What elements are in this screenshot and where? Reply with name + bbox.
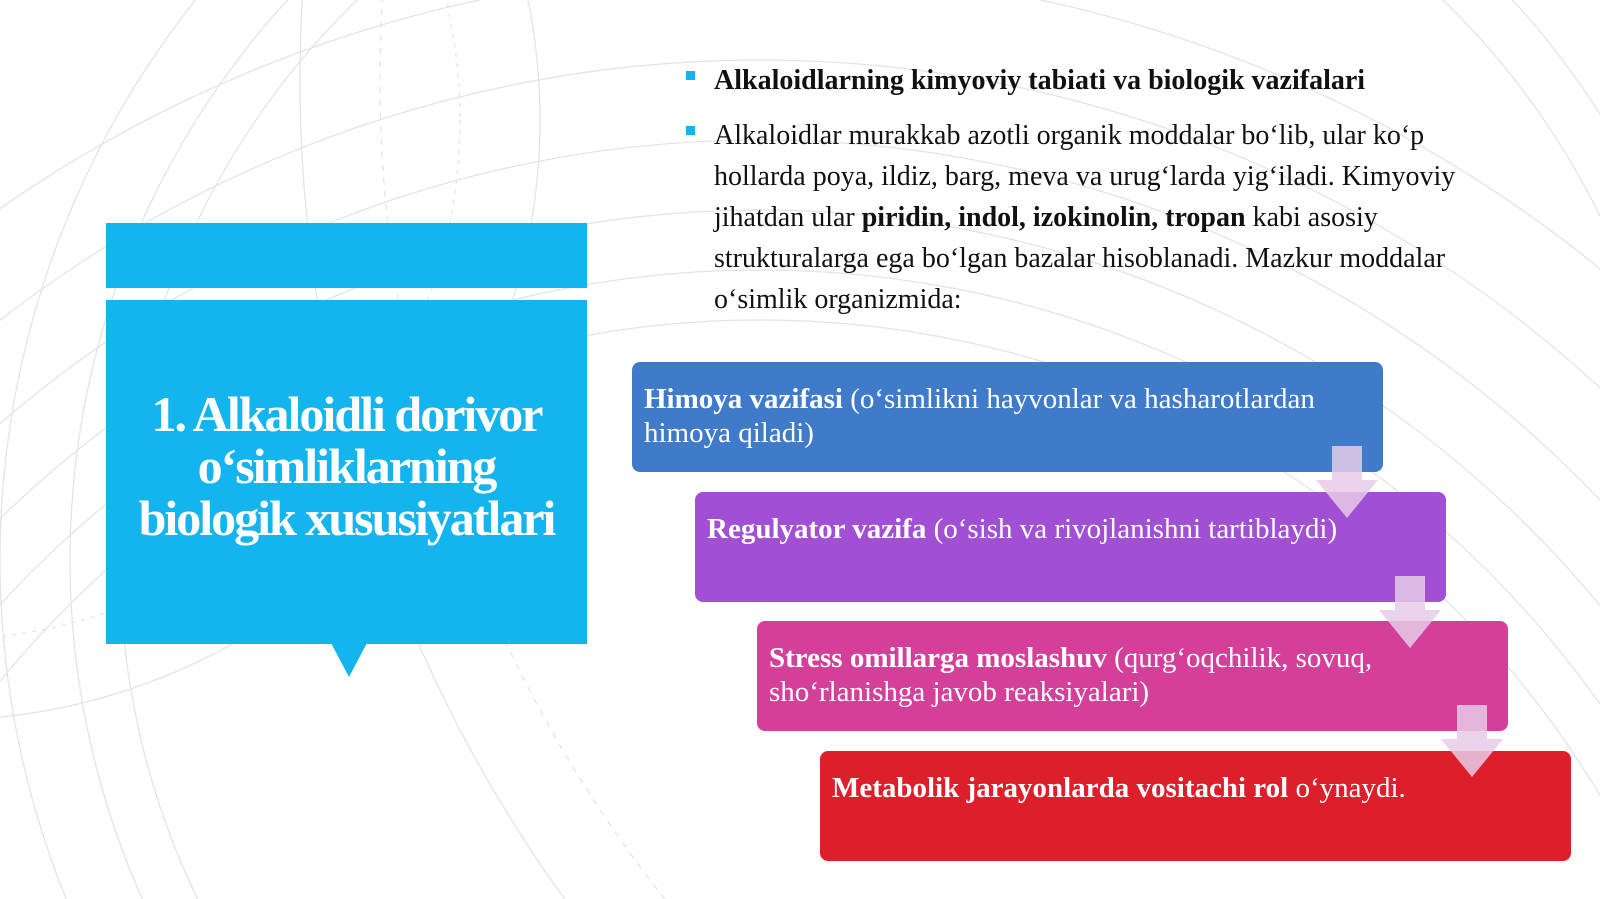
bullet-square-icon xyxy=(686,126,695,135)
bullet-heading xyxy=(686,60,1506,101)
step-detail: (o‘sish va rivojlanishni tartiblaydi) xyxy=(926,513,1338,545)
bullet-text-bold: piridin, indol, izokinolin, tropan xyxy=(861,202,1246,233)
bullet-text-before: Alkaloidlar murakkab azotli organik moddalar bo‘lib, ular ko‘p hollarda poya, ildiz, barg, meva va urug‘larda yig‘iladi. Kimyoviy jihatdan ular xyxy=(714,120,1456,233)
title-box-pointer xyxy=(331,643,367,677)
bullet-list xyxy=(686,60,1506,320)
step-title: Himoya vazifasi xyxy=(644,383,843,415)
bullet-square-icon xyxy=(686,71,695,80)
bullet-heading-text: Alkaloidlarning kimyoviy tabiati va biologik vazifalari xyxy=(714,65,1366,96)
bullet-description xyxy=(686,115,1506,320)
step-detail: (qurg‘oqchilik, sovuq, sho‘rlanishga javob reaksiyalari) xyxy=(769,642,1373,708)
down-arrow-icon xyxy=(1441,705,1503,777)
down-arrow-icon xyxy=(1379,576,1441,648)
step-title: Regulyator vazifa xyxy=(707,513,927,545)
step-title: Stress omillarga moslashuv xyxy=(769,642,1107,674)
step-himoya xyxy=(632,362,1383,472)
step-detail: (o‘simlikni hayvonlar va hasharotlardan himoya qiladi) xyxy=(644,383,1315,449)
title-box xyxy=(106,300,587,644)
step-title: Metabolik jarayonlarda vositachi rol xyxy=(832,772,1289,804)
title-accent-bar xyxy=(106,223,587,288)
bullet-text-after: kabi asosiy strukturalarga ega bo‘lgan bazalar hisoblanadi. Mazkur moddalar o‘simlik organizmida: xyxy=(714,202,1446,315)
down-arrow-icon xyxy=(1316,446,1378,518)
page-title: 1. Alkaloidli dorivor o‘simliklarning biologik xususiyatlari xyxy=(138,386,555,546)
step-detail: o‘ynaydi. xyxy=(1288,772,1406,804)
